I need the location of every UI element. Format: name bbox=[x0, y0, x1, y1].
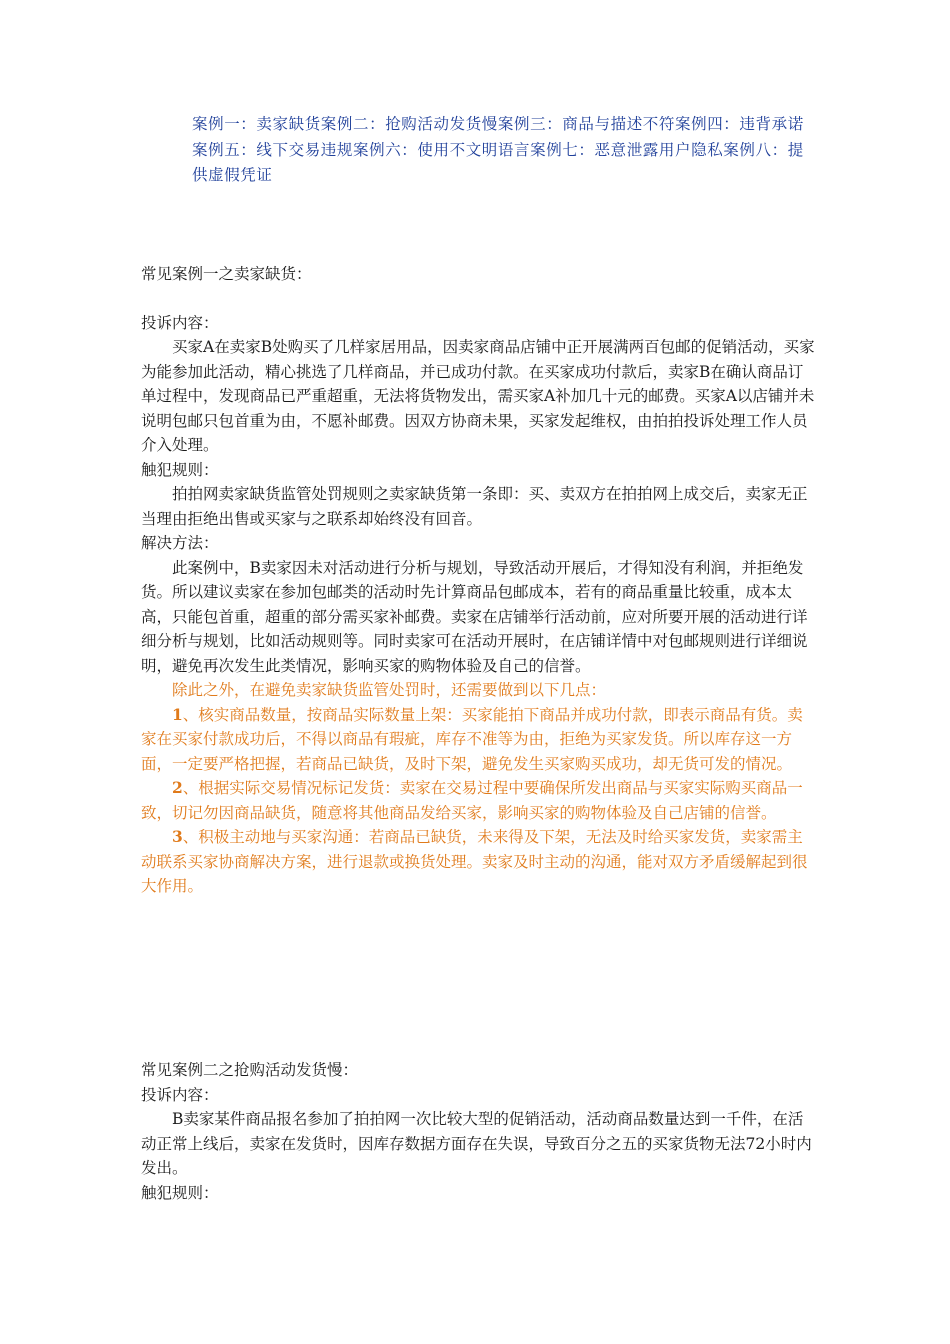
complaint-text: B卖家某件商品报名参加了拍拍网一次比较大型的促销活动，活动商品数量达到一千件，在活动正常上线后，卖家在发货时，因库存数据方面存在失误，导致百分之五的买家货物无法72小时内发出。 bbox=[141, 1110, 812, 1177]
tip-item bbox=[141, 703, 817, 777]
tip-item bbox=[141, 825, 817, 899]
case-one-section bbox=[141, 262, 817, 899]
rule-text: 拍拍网卖家缺货监管处罚规则之卖家缺货第一条即：买、卖双方在拍拍网上成交后，卖家无正当理由拒绝出售或买家与之联系却始终没有回音。 bbox=[141, 485, 808, 528]
tip-text: 、积极主动地与买家沟通：若商品已缺货，未来得及下架，无法及时给买家发货，卖家需主动联系买家协商解决方案，进行退款或换货处理。卖家及时主动的沟通，能对双方矛盾缓解起到很大作用。 bbox=[141, 828, 808, 895]
tip-number: 3 bbox=[172, 827, 183, 846]
tip-text: 、根据实际交易情况标记发货：卖家在交易过程中要确保所发出商品与买家实际购买商品一致，切记勿因商品缺货，随意将其他商品发给买家，影响买家的购物体验及自己店铺的信誉。 bbox=[141, 779, 803, 822]
rule-label: 触犯规则： bbox=[141, 1183, 219, 1202]
tip-item bbox=[141, 776, 817, 825]
complaint-label: 投诉内容： bbox=[141, 313, 219, 332]
complaint-text: 买家A在卖家B处购买了几样家居用品，因卖家商品店铺中正开展满两百包邮的促销活动，买家为能参加此活动，精心挑选了几样商品，并已成功付款。在买家成功付款后，卖家B在确认商品订单过程中，发现商品已严重超重，无法将货物发出，需买家A补加几十元的邮费。买家A以店铺并未说明包邮只包首重为由，不愿补邮费。因双方协商未果，买家发起维权，由拍拍投诉处理工作人员介入处理。 bbox=[141, 338, 815, 454]
complaint-label: 投诉内容： bbox=[141, 1085, 219, 1104]
tips-intro: 除此之外，在避免卖家缺货监管处罚时，还需要做到以下几点： bbox=[172, 681, 607, 699]
toc-text: 案例一：卖家缺货案例二：抢购活动发货慢案例三：商品与描述不符案例四：违背承诺案例五：线下交易违规案例六：使用不文明语言案例七：恶意泄露用户隐私案例八：提供虚假凭证 bbox=[192, 115, 804, 184]
case-two-section bbox=[141, 1058, 817, 1205]
case-one-title: 常见案例一之卖家缺货： bbox=[141, 265, 312, 283]
table-of-contents bbox=[192, 112, 812, 189]
solution-label: 解决方法： bbox=[141, 534, 219, 552]
case-two-title: 常见案例二之抢购活动发货慢： bbox=[141, 1061, 359, 1079]
tip-number: 2 bbox=[172, 778, 183, 797]
rule-label: 触犯规则： bbox=[141, 460, 219, 479]
tip-text: 、核实商品数量，按商品实际数量上架：买家能拍下商品并成功付款，即表示商品有货。卖家在买家付款成功后，不得以商品有瑕疵，库存不准等为由，拒绝为买家发货。所以库存这一方面，一定要严格把握，若商品已缺货，及时下架，避免发生买家购买成功，却无货可发的情况。 bbox=[141, 705, 803, 773]
solution-text: 此案例中，B卖家因未对活动进行分析与规划，导致活动开展后，才得知没有利润，并拒绝发货。所以建议卖家在参加包邮类的活动时先计算商品包邮成本，若有的商品重量比较重，成本太高，只能包首重，超重的部分需买家补邮费。卖家在店铺举行活动前，应对所要开展的活动进行详细分析与规划，比如活动规则等。同时卖家可在活动开展时，在店铺详情中对包邮规则进行详细说明，避免再次发生此类情况，影响买家的购物体验及自己的信誉。 bbox=[141, 558, 808, 675]
tip-number: 1 bbox=[172, 704, 183, 724]
